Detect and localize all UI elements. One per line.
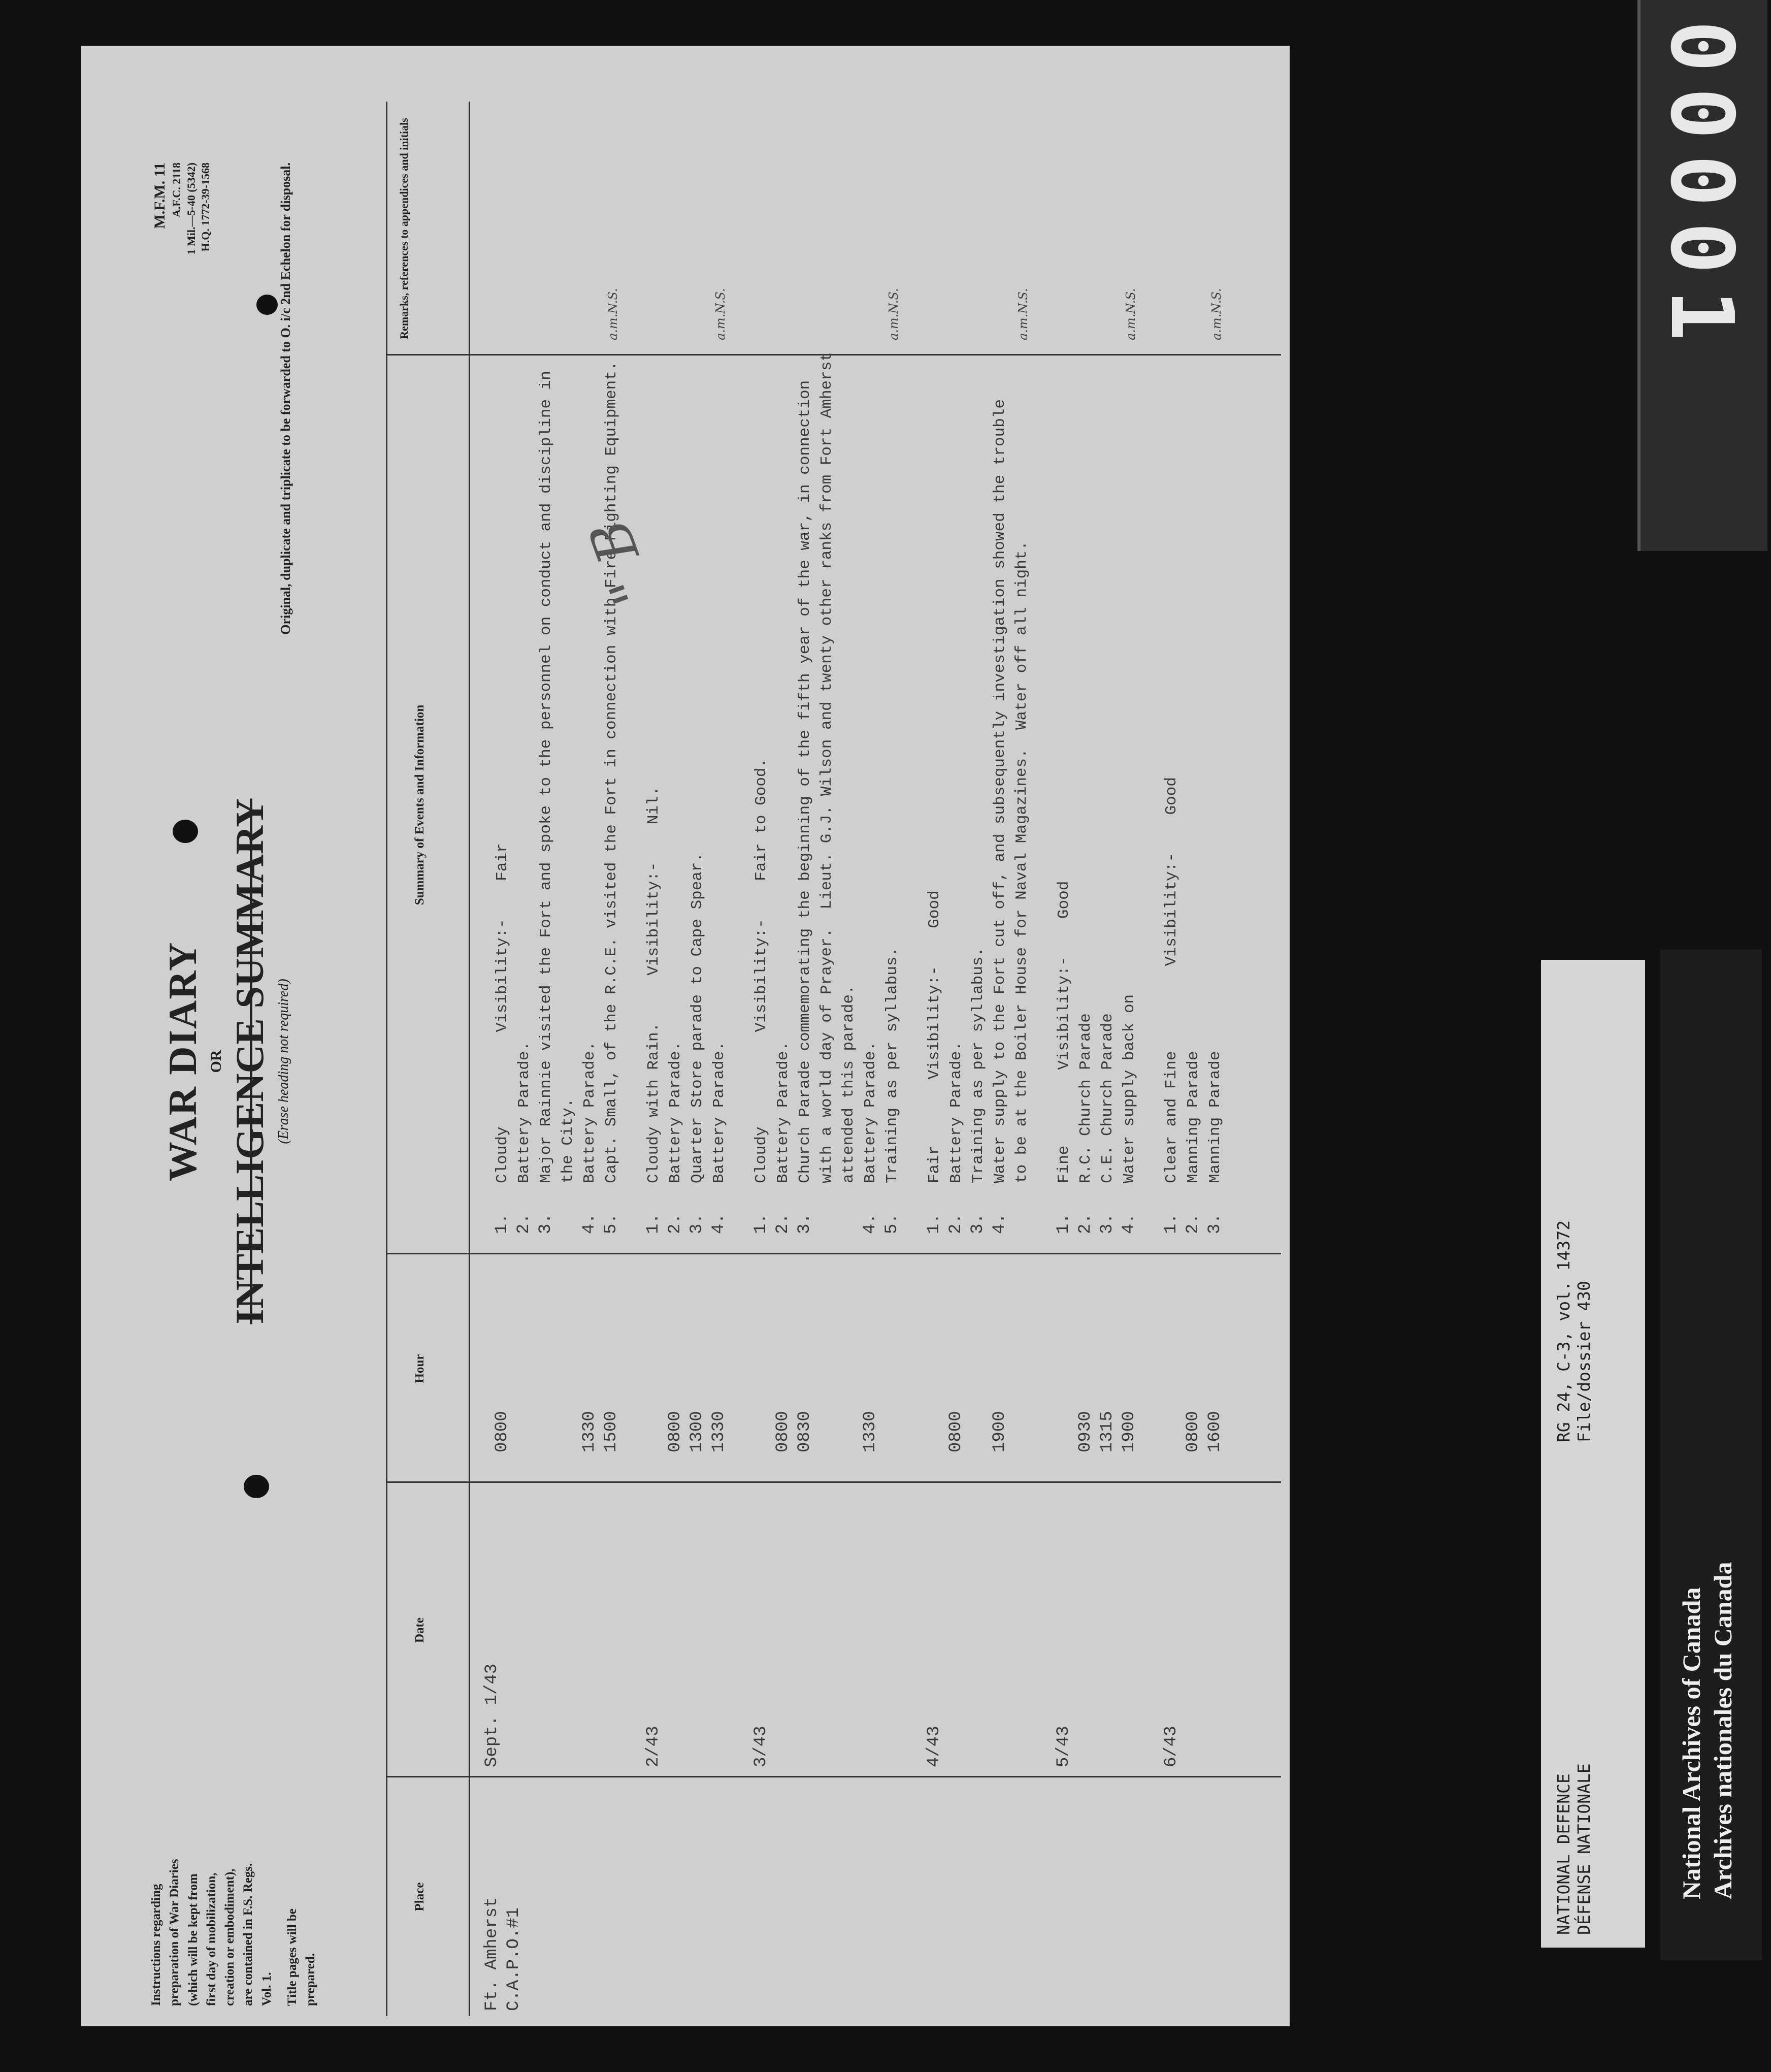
event-text: Clear and Fine Visibility:- Good — [1163, 777, 1180, 1183]
item-number: 3. — [1205, 1213, 1225, 1234]
column-header-hour: Hour — [413, 1354, 427, 1383]
event-text: Cloudy Visibility:- Fair to Good. — [752, 758, 770, 1183]
event-text: Battery Parade. — [710, 1041, 728, 1183]
event-text: Training as per syllabus. — [883, 947, 901, 1183]
initials-remark: a.m.N.S. — [1016, 288, 1030, 340]
archive-ref-line: RG 24, C-3, vol. 14372 — [1554, 1220, 1573, 1442]
handwritten-mark: " B — [576, 511, 667, 613]
diary-table — [386, 102, 1281, 2016]
archive-reference-label — [1541, 960, 1645, 1948]
disposal-note: Original, duplicate and triplicate to be forwarded to O. i/c 2nd Echelon for disposal. — [278, 163, 293, 635]
event-text: Water supply back on — [1121, 994, 1138, 1183]
date-cell: 4/43 — [925, 1726, 944, 1767]
hour-cell: 1600 — [1205, 1411, 1225, 1452]
item-number: 3. — [536, 1213, 555, 1234]
date-cell: Sept. 1/43 — [482, 1663, 502, 1767]
hour-cell: 1315 — [1098, 1411, 1117, 1452]
event-text: Fine Visibility:- Good — [1055, 881, 1073, 1183]
item-number: 2. — [1184, 1213, 1203, 1234]
event-text: Battery Parade. — [667, 1041, 684, 1183]
place-cell — [481, 1897, 525, 2011]
page-number: 00001 — [1651, 20, 1752, 357]
hour-cell: 0800 — [946, 1411, 966, 1452]
war-diary-page — [81, 46, 1290, 2026]
instructions-text-2: Title pages will be prepared. — [285, 1908, 317, 2006]
event-text: to be at the Boiler House for Naval Magazines. Water off all night. — [1013, 540, 1031, 1183]
item-number: 4. — [990, 1213, 1009, 1234]
hour-cell: 1900 — [990, 1411, 1009, 1452]
item-number: 4. — [709, 1213, 729, 1234]
item-number: 3. — [687, 1213, 707, 1234]
item-number: 2. — [514, 1213, 534, 1234]
event-text: Manning Parade — [1206, 1051, 1224, 1183]
event-text: Battery Parade. — [774, 1041, 792, 1183]
form-code-line: 1 Mil.—5-40 (5342) — [184, 163, 198, 255]
erase-note: (Erase heading not required) — [276, 979, 291, 1144]
event-text: Major Rainnie visited the Fort and spoke to the personnel on conduct and discipline in — [537, 371, 555, 1183]
item-number: 1. — [751, 1213, 771, 1234]
hour-cell: 1330 — [580, 1411, 599, 1452]
date-cell: 3/43 — [751, 1726, 771, 1767]
column-header-remarks: Remarks, references to appendices and initials — [398, 118, 410, 339]
hour-cell: 0800 — [493, 1411, 512, 1452]
item-number: 2. — [946, 1213, 966, 1234]
initials-remark: a.m.N.S. — [1209, 288, 1224, 340]
column-header-place: Place — [413, 1882, 427, 1912]
item-number: 5. — [882, 1213, 902, 1234]
item-number: 2. — [773, 1213, 793, 1234]
hour-cell: 1900 — [1120, 1411, 1139, 1452]
event-text: attended this parade. — [840, 985, 858, 1183]
item-number: 1. — [1054, 1213, 1073, 1234]
place-line: C.A.P.O.#1 — [504, 1907, 523, 2011]
archives-label — [1660, 950, 1762, 1960]
event-text: R.C. Church Parade — [1077, 1013, 1095, 1183]
item-number: 1. — [1162, 1213, 1181, 1234]
initials-remark: a.m.N.S. — [887, 288, 901, 340]
event-text: Training as per syllabus. — [969, 947, 987, 1183]
hour-cell: 1300 — [687, 1411, 707, 1452]
item-number: 4. — [1120, 1213, 1139, 1234]
event-text: C.E. Church Parade — [1099, 1013, 1117, 1183]
instructions-text-1: Instructions regarding preparation of War Diaries (which will be kept from first day of mobilization, creation or embodiment), are contained in F.S. Regs. Vol. 1. — [149, 1859, 274, 2006]
item-number: 4. — [580, 1213, 599, 1234]
event-text: Water supply to the Fort cut off, and subsequently investigation showed the trouble — [991, 399, 1009, 1183]
initials-remark: a.m.N.S. — [606, 288, 620, 340]
archive-ref-line: NATIONAL DEFENCE — [1554, 1773, 1573, 1935]
page-title: WAR DIARY — [160, 941, 205, 1182]
event-text: Fair Visibility:- Good — [926, 890, 943, 1183]
event-text: Battery Parade. — [947, 1041, 965, 1183]
item-number: 3. — [795, 1213, 814, 1234]
date-cell: 2/43 — [644, 1726, 663, 1767]
event-text: the City. — [559, 1098, 577, 1183]
hour-cell: 0830 — [795, 1411, 814, 1452]
hour-cell: 0800 — [666, 1411, 685, 1452]
hour-cell: 1500 — [602, 1411, 621, 1452]
item-number: 2. — [666, 1213, 685, 1234]
archive-ref-line: File/dossier 430 — [1574, 1281, 1594, 1442]
hour-cell: 1330 — [709, 1411, 729, 1452]
column-header-date: Date — [413, 1617, 427, 1643]
event-text: Church Parade commemorating the beginning of the fifth year of the war, in connection — [796, 380, 814, 1183]
hour-cell: 1330 — [861, 1411, 880, 1452]
form-code-line: H.Q. 1772-39-1568 — [199, 163, 212, 252]
hour-cell: 0800 — [1184, 1411, 1203, 1452]
event-text: Battery Parade. — [515, 1041, 533, 1183]
initials-remark: a.m.N.S. — [713, 288, 728, 340]
punch-hole-icon — [256, 295, 278, 315]
date-cell: 6/43 — [1162, 1726, 1181, 1767]
item-number: 3. — [968, 1213, 988, 1234]
hour-cell: 0930 — [1076, 1411, 1095, 1452]
page-subtitle: INTELLIGENCE SUMMARY — [227, 798, 272, 1324]
event-text: Battery Parade. — [862, 1041, 879, 1183]
item-number: 1. — [493, 1213, 512, 1234]
archive-ref-line: DÉFENSE NATIONALE — [1574, 1763, 1594, 1935]
event-text: with a world day of Prayer. Lieut. G.J. Wilson and twenty other ranks from Fort Amherst — [818, 351, 836, 1183]
form-code-line: M.F.M. 11 — [151, 163, 168, 229]
form-code — [150, 163, 213, 295]
item-number: 2. — [1076, 1213, 1095, 1234]
place-line: Ft. Amherst — [482, 1897, 502, 2011]
archives-name: National Archives of Canada — [1677, 1587, 1706, 1899]
event-text: Cloudy with Rain. Visibility:- Nil. — [645, 786, 663, 1183]
initials-remark: a.m.N.S. — [1124, 288, 1138, 340]
event-text: Capt. Small, of the R.C.E. visited the Fort in connection with Fire Fighting Equipment. — [603, 361, 620, 1183]
event-text: Battery Parade. — [581, 1041, 599, 1183]
item-number: 3. — [1098, 1213, 1117, 1234]
hour-cell: 0800 — [773, 1411, 793, 1452]
column-header-summary: Summary of Events and Information — [413, 704, 427, 905]
archives-name: Archives nationales du Canada — [1709, 1562, 1737, 1899]
item-number: 5. — [602, 1213, 621, 1234]
item-number: 4. — [861, 1213, 880, 1234]
title-block — [160, 604, 292, 1518]
title-or: OR — [208, 1050, 224, 1073]
item-number: 1. — [925, 1213, 944, 1234]
form-code-line: A.F.C. 2118 — [170, 163, 183, 217]
event-text: Cloudy Visibility:- Fair — [494, 843, 511, 1183]
instructions — [147, 1854, 327, 2006]
date-cell: 5/43 — [1054, 1726, 1073, 1767]
event-text: Quarter Store parade to Cape Spear. — [688, 852, 706, 1183]
event-text: Manning Parade — [1185, 1051, 1202, 1183]
item-number: 1. — [644, 1213, 663, 1234]
